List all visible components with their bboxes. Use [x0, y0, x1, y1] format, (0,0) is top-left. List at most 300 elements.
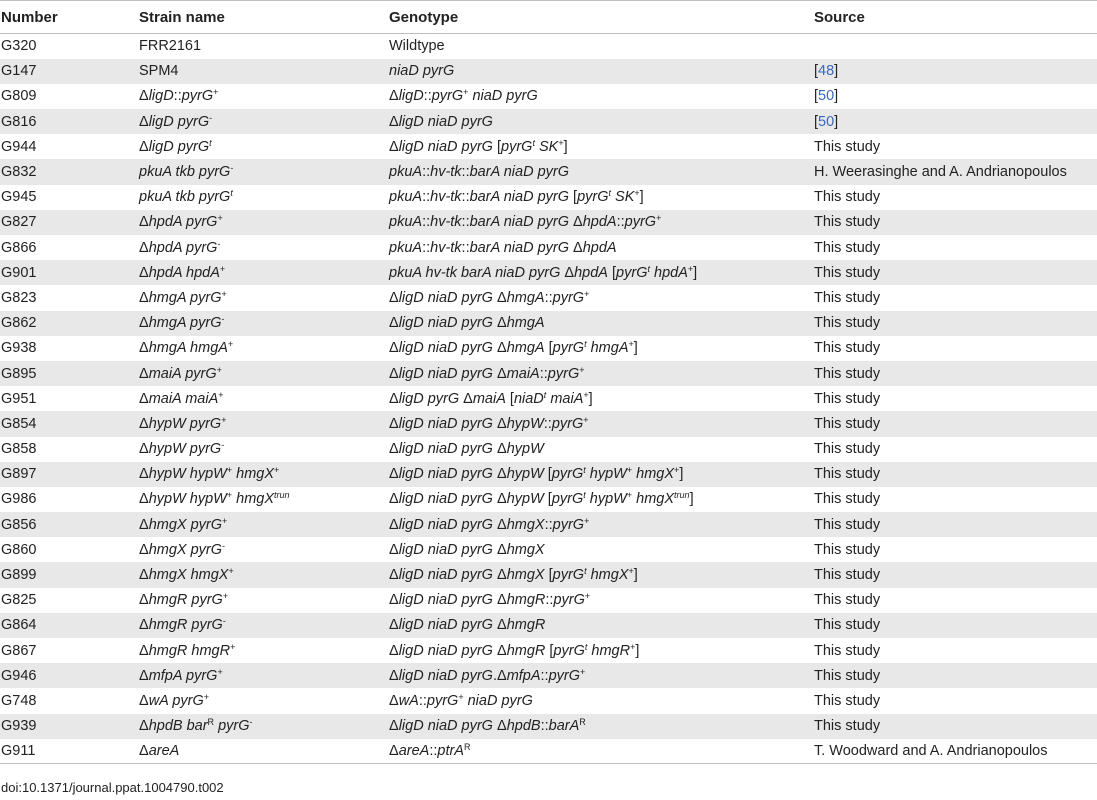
text-segment: Δ	[492, 541, 507, 558]
text-segment: hmgA	[586, 340, 629, 357]
cell-number: G860	[1, 541, 37, 558]
superscript: +	[558, 137, 564, 148]
cell-number: G827	[1, 214, 37, 231]
cell-number: G911	[0, 739, 138, 764]
superscript: +	[634, 188, 640, 199]
superscript: +	[221, 414, 227, 425]
text-segment: ligD niaD pyrG	[398, 642, 493, 659]
text-segment: pkuA	[389, 164, 423, 181]
cell-strain-name	[138, 537, 388, 562]
cell-number: G945	[1, 189, 37, 206]
text-segment: hpdB	[506, 718, 541, 735]
cell-number: G866	[1, 239, 37, 256]
text-segment: pyrG	[552, 340, 585, 357]
text-segment: hpdA pyrG	[148, 214, 218, 231]
cell-number: G901	[1, 264, 37, 281]
superscript: +	[230, 641, 236, 652]
text-segment: T. Woodward and A. Andrianopoulos	[814, 743, 1048, 760]
text-segment: Δ	[569, 239, 583, 256]
text-segment: [	[505, 390, 514, 407]
cell-genotype	[388, 487, 813, 512]
text-segment: Δ	[492, 592, 507, 609]
text-segment: hmgX	[586, 567, 629, 584]
text-segment: Δ	[389, 365, 399, 382]
cell-source	[813, 462, 1097, 487]
text-segment: Δ	[139, 415, 149, 432]
text-segment: [	[569, 189, 578, 206]
text-segment: ligD niaD pyrG	[398, 365, 493, 382]
cell-strain-name	[138, 613, 388, 638]
text-segment: hmgX hmgX	[148, 567, 229, 584]
cell-strain-name	[138, 336, 388, 361]
cell-strain-name	[138, 739, 388, 764]
text-segment: Δ	[139, 340, 149, 357]
text-segment: hmgX	[232, 466, 275, 483]
cell-number: G864	[1, 617, 37, 634]
text-segment: areA	[398, 743, 430, 760]
cell-number: G854	[1, 415, 37, 432]
text-segment: ::	[418, 692, 427, 709]
text-segment: hpdA	[574, 264, 608, 281]
text-segment: This study	[814, 667, 881, 684]
text-segment: ligD niaD pyrG	[398, 289, 493, 306]
text-segment: ::	[540, 667, 549, 684]
text-segment: This study	[814, 642, 881, 659]
text-segment: hypW	[585, 466, 627, 483]
cell-source	[813, 361, 1097, 386]
text-segment: ligD niaD pyrG	[398, 138, 493, 155]
text-segment: ]	[834, 63, 839, 80]
cell-genotype	[388, 336, 813, 361]
text-segment: pyrG	[214, 718, 250, 735]
cell-number: G944	[1, 138, 37, 155]
table-body	[0, 34, 1097, 764]
text-segment: Δ	[492, 718, 507, 735]
text-segment: pkuA tkb pyrG	[139, 189, 231, 206]
cell-strain-name	[138, 562, 388, 587]
text-segment: Δ	[139, 567, 149, 584]
text-segment: pyrG	[548, 667, 581, 684]
text-segment: Δ	[389, 113, 399, 130]
text-segment: ]	[679, 466, 684, 483]
table-row	[0, 714, 1097, 739]
table-row	[0, 235, 1097, 260]
superscript: +	[687, 263, 694, 274]
table-row	[0, 134, 1097, 159]
text-segment: This study	[814, 592, 881, 609]
superscript: +	[579, 364, 585, 375]
text-segment: ]	[834, 113, 839, 130]
text-segment: Δ	[492, 491, 507, 508]
superscript: +	[584, 515, 590, 526]
cell-genotype	[388, 537, 813, 562]
cell-source	[813, 663, 1097, 688]
text-segment: pkuA	[389, 214, 423, 231]
text-segment: hypW pyrG	[148, 415, 222, 432]
superscript: +	[218, 389, 224, 400]
text-segment: [	[814, 88, 819, 105]
text-segment: ::	[461, 239, 470, 256]
text-segment: Δ	[389, 642, 399, 659]
text-segment: hpdA	[582, 239, 617, 256]
text-segment: hypW	[506, 441, 544, 458]
superscript: +	[217, 213, 223, 224]
text-segment: ]	[633, 340, 638, 357]
table-row	[0, 688, 1097, 713]
text-segment: [	[544, 340, 553, 357]
text-segment: hmgX	[506, 516, 545, 533]
table-row	[0, 285, 1097, 310]
text-segment: This study	[814, 315, 881, 332]
text-segment: ligD	[148, 88, 174, 105]
table-row	[0, 59, 1097, 84]
text-segment: ligD	[398, 88, 424, 105]
text-segment: Δ	[389, 289, 399, 306]
text-segment: pyrG	[624, 214, 657, 231]
superscript: +	[222, 591, 229, 602]
cell-source	[813, 487, 1097, 512]
text-segment: This study	[814, 415, 881, 432]
text-segment: Δ	[492, 642, 507, 659]
text-segment: ::	[539, 365, 548, 382]
text-segment: hmgR pyrG	[148, 592, 223, 609]
cell-number: G867	[1, 642, 37, 659]
cell-genotype	[388, 613, 813, 638]
cell-genotype	[388, 84, 813, 109]
table-row	[0, 588, 1097, 613]
text-segment: pyrG	[181, 88, 214, 105]
cell-genotype	[388, 59, 813, 84]
superscript: -	[249, 717, 253, 728]
cell-genotype	[388, 235, 813, 260]
text-segment: hmgR	[506, 592, 546, 609]
superscript: t	[230, 188, 233, 199]
text-segment: This study	[814, 466, 881, 483]
cell-number: G823	[1, 289, 37, 306]
superscript: t	[608, 188, 611, 199]
cell-strain-name	[138, 386, 388, 411]
table-row	[0, 260, 1097, 285]
text-segment: pkuA tkb pyrG	[139, 164, 231, 181]
superscript: +	[221, 288, 227, 299]
text-segment: hypW hypW	[148, 491, 227, 508]
cell-strain-name	[138, 59, 388, 84]
cell-number: G816	[1, 113, 37, 130]
superscript: +	[628, 566, 634, 577]
cell-strain-name	[138, 210, 388, 235]
cell-source	[813, 84, 1097, 109]
text-segment: Δ	[389, 667, 399, 684]
text-segment: ligD niaD pyrG	[398, 667, 493, 684]
text-segment: ligD niaD pyrG	[398, 340, 493, 357]
table-row	[0, 159, 1097, 184]
cell-source	[813, 411, 1097, 436]
citation-link[interactable]: 50	[818, 88, 835, 105]
citation-link[interactable]: 50	[818, 113, 835, 130]
header-number: Number	[0, 1, 138, 34]
text-segment: ]	[588, 390, 593, 407]
cell-number: G895	[1, 365, 37, 382]
text-segment: maiA	[506, 365, 540, 382]
cell-source	[813, 134, 1097, 159]
cell-genotype	[388, 588, 813, 613]
doi-caption: doi:10.1371/journal.ppat.1004790.t002	[1, 780, 224, 795]
cell-strain-name	[138, 638, 388, 663]
text-segment: maiA pyrG	[148, 365, 217, 382]
text-segment: SK	[534, 138, 559, 155]
table-row	[0, 663, 1097, 688]
text-segment: hmgX pyrG	[148, 541, 223, 558]
superscript: +	[584, 288, 590, 299]
table-row	[0, 739, 1097, 764]
text-segment: Δ	[389, 138, 399, 155]
superscript: +	[222, 515, 228, 526]
text-segment: pyrG	[616, 264, 648, 281]
cell-strain-name	[138, 588, 388, 613]
text-segment: Δ	[389, 567, 399, 584]
cell-source	[813, 34, 1097, 59]
cell-source	[813, 109, 1097, 134]
text-segment: areA	[148, 743, 180, 760]
table-row	[0, 613, 1097, 638]
cell-source	[813, 311, 1097, 336]
cell-number: G862	[1, 315, 37, 332]
text-segment: ligD niaD pyrG	[398, 592, 493, 609]
superscript: +	[674, 465, 680, 476]
cell-strain-name	[138, 462, 388, 487]
text-segment: hmgR pyrG	[148, 617, 223, 634]
text-segment: This study	[814, 617, 881, 634]
text-segment: Δ	[139, 390, 149, 407]
text-segment: pyrG	[551, 466, 584, 483]
text-segment: ligD pyrG	[148, 113, 210, 130]
cell-strain-name	[138, 235, 388, 260]
text-segment: Δ	[139, 718, 149, 735]
citation-link[interactable]: 48	[818, 63, 835, 80]
cell-genotype	[388, 185, 813, 210]
text-segment: ligD niaD pyrG	[398, 113, 493, 130]
cell-genotype	[388, 109, 813, 134]
cell-strain-name	[138, 437, 388, 462]
table-row	[0, 34, 1097, 59]
text-segment: Δ	[389, 88, 399, 105]
text-segment: ::	[544, 516, 553, 533]
cell-source	[813, 588, 1097, 613]
text-segment: [	[545, 642, 554, 659]
superscript: +	[226, 490, 233, 501]
text-segment: pyrG	[551, 491, 584, 508]
cell-genotype	[388, 462, 813, 487]
cell-genotype	[388, 411, 813, 436]
text-segment: maiA	[472, 390, 506, 407]
text-segment: Δ	[389, 592, 399, 609]
text-segment: This study	[814, 264, 881, 281]
text-segment: ]	[639, 189, 644, 206]
text-segment: pyrG	[426, 692, 459, 709]
superscript: +	[203, 691, 210, 702]
superscript: -	[222, 616, 226, 627]
superscript: t	[647, 263, 650, 274]
cell-strain-name	[138, 512, 388, 537]
text-segment: Δ	[139, 138, 149, 155]
cell-source	[813, 336, 1097, 361]
text-segment: hypW hypW	[148, 466, 227, 483]
superscript: -	[221, 314, 225, 325]
cell-strain-name	[138, 84, 388, 109]
text-segment: Δ	[492, 415, 507, 432]
superscript: +	[226, 465, 233, 476]
cell-number: G748	[1, 692, 37, 709]
text-segment: niaD pyrG	[463, 692, 533, 709]
text-segment: This study	[814, 491, 881, 508]
superscript: t	[584, 641, 588, 652]
text-segment: Δ	[389, 516, 399, 533]
cell-genotype	[388, 285, 813, 310]
cell-source	[813, 235, 1097, 260]
header-source: Source	[813, 1, 1097, 34]
text-segment: ligD pyrG	[148, 138, 210, 155]
text-segment: hmgR	[587, 642, 631, 659]
text-segment: Δ	[139, 617, 149, 634]
text-segment: hpdA	[649, 264, 688, 281]
text-segment: Δ	[389, 441, 399, 458]
cell-strain-name	[138, 260, 388, 285]
superscript: +	[583, 414, 589, 425]
text-segment: mfpA	[506, 667, 541, 684]
superscript: +	[584, 591, 591, 602]
text-segment: Δ	[139, 516, 149, 533]
cell-strain-name	[138, 34, 388, 59]
text-segment: hpdA hpdA	[148, 264, 220, 281]
text-segment: pyrG	[553, 592, 585, 609]
cell-number: G809	[1, 88, 37, 105]
cell-source	[813, 437, 1097, 462]
text-segment: pyrG	[552, 567, 585, 584]
cell-source	[813, 714, 1097, 739]
cell-genotype	[388, 361, 813, 386]
text-segment: .Δ	[492, 667, 507, 684]
header-row	[0, 1, 1097, 34]
cell-number: G897	[1, 466, 37, 483]
superscript: +	[217, 666, 223, 677]
superscript: -	[209, 112, 213, 123]
text-segment: pkuA hv-tk barA niaD pyrG	[389, 264, 561, 281]
cell-strain-name	[138, 714, 388, 739]
cell-strain-name	[138, 411, 388, 436]
text-segment: ::	[461, 214, 470, 231]
text-segment: hmgR	[506, 617, 546, 634]
superscript: trun	[274, 490, 290, 501]
text-segment: hmgX	[506, 567, 545, 584]
superscript: +	[656, 213, 662, 224]
text-segment: ]	[633, 567, 638, 584]
text-segment: [	[814, 113, 819, 130]
text-segment: Δ	[389, 390, 399, 407]
table-row	[0, 487, 1097, 512]
text-segment: ligD niaD pyrG	[398, 315, 493, 332]
text-segment: hmgR hmgR	[148, 642, 231, 659]
text-segment: ]	[563, 138, 568, 155]
text-segment: This study	[814, 441, 881, 458]
text-segment: Δ	[139, 113, 149, 130]
cell-source	[813, 562, 1097, 587]
cell-number: G320	[1, 38, 37, 55]
cell-source	[813, 512, 1097, 537]
cell-genotype	[388, 260, 813, 285]
cell-number: G832	[1, 164, 37, 181]
text-segment: This study	[814, 390, 881, 407]
text-segment: pkuA	[389, 189, 423, 206]
cell-source	[813, 739, 1097, 764]
superscript: +	[458, 691, 464, 702]
text-segment: hmgA	[506, 340, 545, 357]
text-segment: hv-tk	[430, 239, 462, 256]
superscript: +	[580, 666, 586, 677]
superscript: t	[532, 137, 535, 148]
text-segment: ::	[461, 189, 470, 206]
superscript: +	[213, 87, 219, 98]
text-segment: pkuA	[389, 239, 423, 256]
text-segment: Δ	[492, 340, 507, 357]
text-segment: ::	[543, 415, 552, 432]
text-segment: ligD niaD pyrG	[398, 617, 493, 634]
header-genotype: Genotype	[388, 1, 813, 34]
superscript: +	[630, 641, 636, 652]
superscript: +	[274, 465, 280, 476]
text-segment: Δ	[459, 390, 473, 407]
text-segment: SPM4	[139, 63, 179, 80]
cell-source	[813, 285, 1097, 310]
text-segment: [	[607, 264, 617, 281]
table-header	[0, 1, 1097, 34]
text-segment: pyrG	[552, 289, 585, 306]
text-segment: Δ	[560, 264, 575, 281]
text-segment: FRR2161	[139, 38, 202, 55]
superscript: trun	[674, 490, 690, 501]
text-segment: hpdA	[582, 214, 617, 231]
table-row	[0, 210, 1097, 235]
cell-genotype	[388, 386, 813, 411]
cell-number: G951	[1, 390, 37, 407]
text-segment: ]	[635, 642, 640, 659]
text-segment: maiA	[546, 390, 584, 407]
text-segment: This study	[814, 718, 881, 735]
superscript: +	[626, 465, 633, 476]
table-row	[0, 537, 1097, 562]
text-segment: ]	[689, 491, 694, 508]
text-segment: barA niaD pyrG	[469, 164, 569, 181]
text-segment: ::	[422, 214, 431, 231]
text-segment: This study	[814, 567, 881, 584]
cell-strain-name	[138, 285, 388, 310]
text-segment: Δ	[139, 88, 149, 105]
text-segment: ligD pyrG	[398, 390, 460, 407]
text-segment: This study	[814, 138, 881, 155]
text-segment: Δ	[139, 642, 149, 659]
cell-genotype	[388, 311, 813, 336]
cell-source	[813, 210, 1097, 235]
text-segment: Δ	[492, 567, 507, 584]
cell-source	[813, 185, 1097, 210]
text-segment: hmgX pyrG	[148, 516, 223, 533]
superscript: t	[584, 339, 587, 350]
text-segment: Δ	[139, 214, 149, 231]
cell-number: G856	[1, 516, 37, 533]
superscript: t	[543, 389, 547, 400]
text-segment: hypW	[506, 466, 544, 483]
cell-strain-name	[138, 109, 388, 134]
text-segment: hpdA pyrG	[148, 239, 218, 256]
